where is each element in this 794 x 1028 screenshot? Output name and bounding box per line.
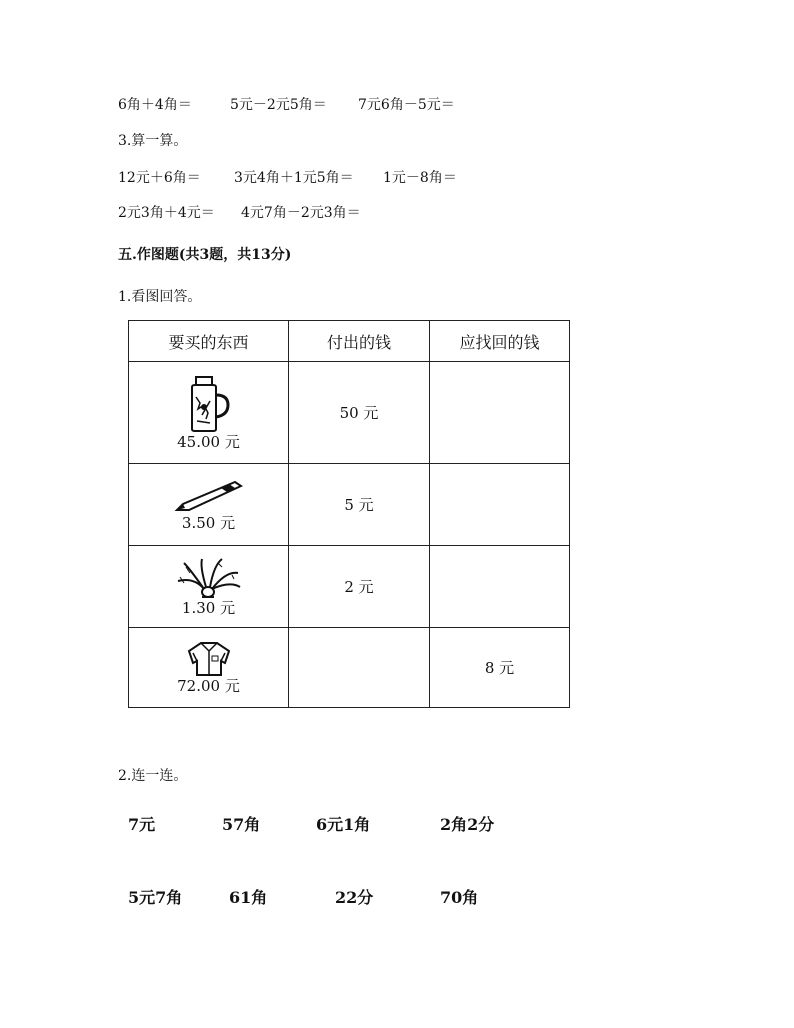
change-cell[interactable]	[430, 546, 570, 628]
paid-cell	[289, 362, 430, 464]
table-row	[129, 362, 570, 464]
thermos-icon	[186, 375, 232, 433]
table-header: 应找回的钱	[430, 321, 570, 362]
section-heading: 五.作图题(共3题，共13分)	[118, 247, 292, 263]
exercise-item: 7元6角－5元＝	[358, 97, 455, 113]
table-row	[129, 546, 570, 628]
exercise-row-top	[230, 94, 327, 114]
table-header: 付出的钱	[289, 321, 430, 362]
change-cell[interactable]	[430, 362, 570, 464]
item-cell	[129, 628, 289, 708]
exercise-item: 5元－2元5角＝	[230, 97, 327, 113]
exercise-item: 4元7角－2元3角＝	[241, 205, 361, 221]
exercise-item: 1元－8角＝	[383, 170, 457, 186]
shuttlecock-icon	[174, 557, 244, 599]
item-cell	[129, 464, 289, 546]
exercise-item: 12元＋6角＝	[118, 170, 201, 186]
question-1-title: 1.看图回答。	[118, 289, 202, 305]
table-header: 要买的东西	[129, 321, 289, 362]
paid-cell[interactable]	[289, 628, 430, 708]
exercise-item: 6角＋4角＝	[118, 97, 192, 113]
question-3-title: 3.算一算。	[118, 133, 188, 149]
table-row	[129, 628, 570, 708]
match-item-bottom[interactable]: 22分	[335, 888, 374, 907]
paid-cell	[289, 546, 430, 628]
change-cell[interactable]	[430, 464, 570, 546]
price-label: 45.00 元	[177, 432, 240, 451]
match-item-bottom[interactable]: 61角	[229, 888, 268, 907]
paid-amount: 50 元	[339, 404, 379, 422]
paid-amount: 5 元	[344, 496, 374, 514]
match-item-bottom[interactable]: 70角	[440, 888, 479, 907]
match-item-top[interactable]: 2角2分	[440, 815, 495, 834]
shirt-icon	[187, 641, 231, 677]
paid-amount: 2 元	[344, 578, 374, 596]
match-item-top[interactable]: 7元	[128, 815, 156, 834]
pen-icon	[173, 478, 245, 514]
exercise-item: 2元3角＋4元＝	[118, 205, 215, 221]
exercise-row-top	[358, 94, 455, 114]
exercise-item: 3元4角＋1元5角＝	[234, 170, 354, 186]
price-label: 1.30 元	[181, 598, 236, 617]
match-item-top[interactable]: 57角	[222, 815, 261, 834]
paid-cell	[289, 464, 430, 546]
item-cell	[129, 546, 289, 628]
table-row	[129, 464, 570, 546]
item-cell	[129, 362, 289, 464]
price-label: 3.50 元	[181, 513, 236, 532]
price-label: 72.00 元	[177, 676, 240, 695]
change-amount: 8 元	[484, 659, 515, 677]
money-table	[128, 320, 570, 708]
table-header-row	[129, 321, 570, 362]
exercise-row-top	[118, 94, 192, 114]
question-2-title: 2.连一连。	[118, 768, 188, 784]
match-item-bottom[interactable]: 5元7角	[128, 888, 183, 907]
change-cell	[430, 628, 570, 708]
match-item-top[interactable]: 6元1角	[316, 815, 371, 834]
